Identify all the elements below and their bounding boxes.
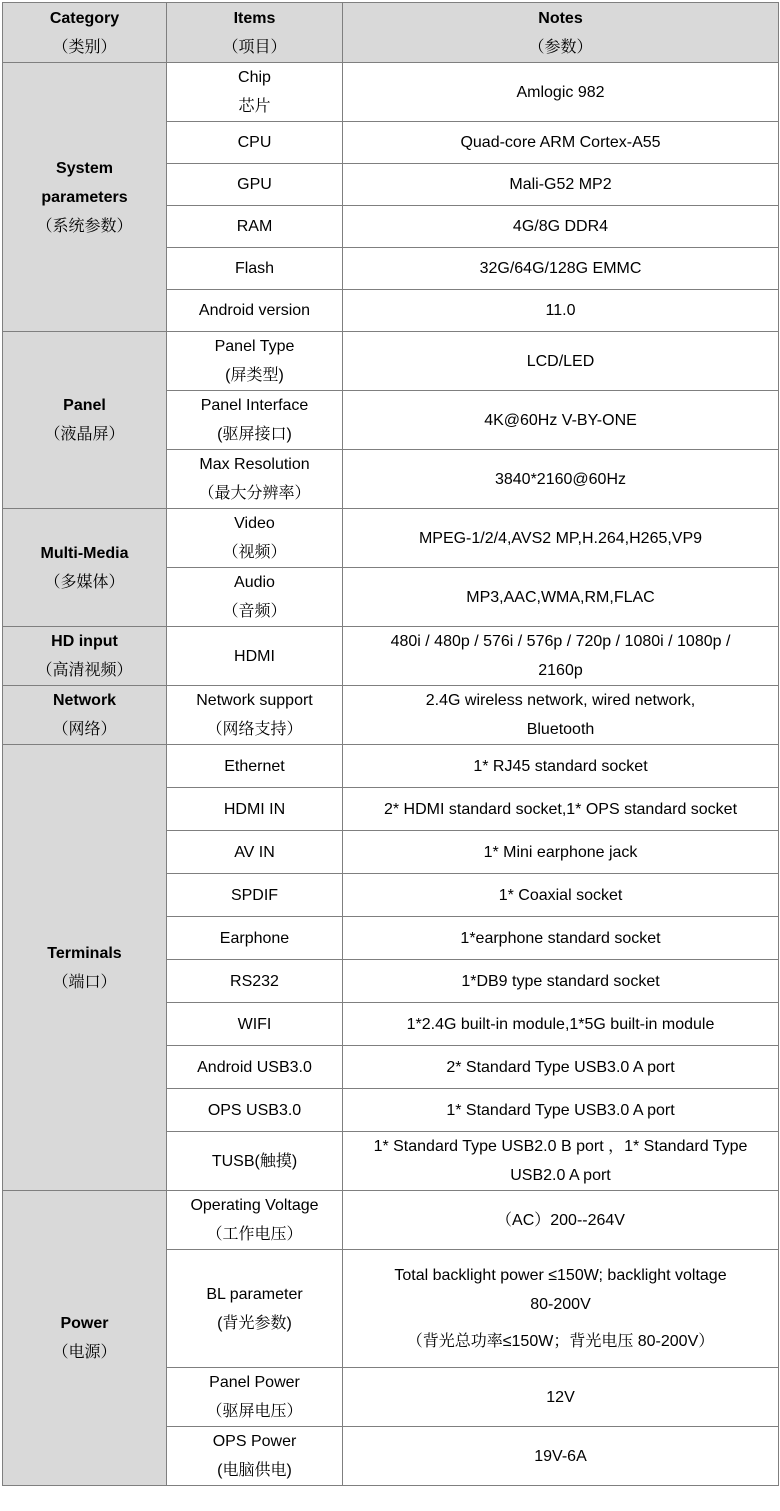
note-cell bbox=[343, 63, 779, 122]
item-cell bbox=[167, 1250, 343, 1368]
item-cell bbox=[167, 1003, 343, 1046]
note-text: 80-200V bbox=[530, 1296, 591, 1313]
item-label: （工作电压） bbox=[206, 1226, 303, 1243]
note-spacer bbox=[347, 1319, 774, 1327]
item-label: Ethernet bbox=[224, 757, 285, 775]
note-text: 4K@60Hz V-BY-ONE bbox=[484, 411, 637, 429]
note-text: 1*DB9 type standard socket bbox=[461, 972, 660, 990]
item-label: Earphone bbox=[219, 929, 290, 947]
note-cell bbox=[343, 1368, 779, 1427]
header-items-en: Items bbox=[233, 9, 276, 27]
item-cell bbox=[167, 391, 343, 450]
note-text: 1*2.4G built-in module,1*5G built-in module bbox=[406, 1015, 715, 1033]
item-cell bbox=[167, 1191, 343, 1250]
category-name-zh: （端口） bbox=[52, 973, 117, 991]
category-cell bbox=[3, 332, 167, 509]
category-name: parameters bbox=[41, 188, 128, 206]
item-label: RAM bbox=[236, 218, 273, 235]
item-cell bbox=[167, 1427, 343, 1486]
note-cell bbox=[343, 1132, 779, 1191]
note-text: MPEG-1/2/4,AVS2 MP,H.264,H265,VP9 bbox=[418, 529, 703, 547]
item-cell bbox=[167, 1089, 343, 1132]
note-cell bbox=[343, 290, 779, 332]
item-label: RS232 bbox=[230, 972, 279, 990]
note-cell bbox=[343, 627, 779, 686]
note-text: Quad-core ARM Cortex-A55 bbox=[460, 134, 661, 151]
item-cell bbox=[167, 509, 343, 568]
category-name-zh: （网络） bbox=[52, 721, 117, 738]
item-label: OPS Power bbox=[212, 1433, 297, 1450]
header-items bbox=[167, 3, 343, 63]
note-cell bbox=[343, 1046, 779, 1089]
note-text: （背光总功率≤150W；背光电压 80-200V） bbox=[406, 1333, 715, 1350]
category-name: Terminals bbox=[47, 944, 122, 962]
note-text: 2* HDMI standard socket,1* OPS standard socket bbox=[383, 800, 738, 818]
note-text: 4G/8G DDR4 bbox=[512, 218, 609, 235]
category-cell bbox=[3, 745, 167, 1191]
note-cell bbox=[343, 450, 779, 509]
category-name: Multi-Media bbox=[40, 544, 129, 562]
note-text: 3840*2160@60Hz bbox=[494, 470, 626, 488]
table-row bbox=[3, 332, 779, 391]
item-label: Chip bbox=[238, 69, 271, 86]
header-notes-zh: （参数） bbox=[528, 38, 593, 56]
item-label: HDMI bbox=[234, 647, 275, 665]
item-label: 芯片 bbox=[238, 98, 271, 115]
table-row bbox=[3, 686, 779, 745]
note-text: Amlogic 982 bbox=[516, 83, 605, 101]
item-label: SPDIF bbox=[230, 886, 279, 904]
category-cell bbox=[3, 509, 167, 627]
note-text: 32G/64G/128G EMMC bbox=[479, 260, 642, 277]
item-label: (背光参数) bbox=[217, 1314, 292, 1332]
item-label: BL parameter bbox=[206, 1285, 303, 1303]
note-text: 2160p bbox=[538, 662, 583, 679]
note-text: （AC）200--264V bbox=[496, 1211, 625, 1229]
item-cell bbox=[167, 63, 343, 122]
note-text: 480i / 480p / 576i / 576p / 720p / 1080i / 1080p / bbox=[390, 633, 731, 650]
item-cell bbox=[167, 960, 343, 1003]
item-label: TUSB(触摸) bbox=[211, 1152, 298, 1170]
item-cell bbox=[167, 1132, 343, 1191]
table-row bbox=[3, 627, 779, 686]
note-text: Total backlight power ≤150W; backlight voltage bbox=[394, 1267, 727, 1284]
note-text: MP3,AAC,WMA,RM,FLAC bbox=[466, 588, 655, 606]
note-text: USB2.0 A port bbox=[510, 1167, 611, 1184]
note-cell bbox=[343, 1191, 779, 1250]
item-label: (电脑供电) bbox=[217, 1462, 292, 1479]
item-label: Max Resolution bbox=[199, 456, 310, 473]
item-label: CPU bbox=[237, 134, 272, 151]
category-cell bbox=[3, 686, 167, 745]
note-text: 19V-6A bbox=[534, 1447, 587, 1465]
note-cell bbox=[343, 391, 779, 450]
item-label: (驱屏接口) bbox=[217, 426, 292, 443]
note-cell bbox=[343, 686, 779, 745]
note-text: 1* Mini earphone jack bbox=[483, 843, 638, 861]
category-name: Power bbox=[60, 1315, 109, 1332]
category-name: System bbox=[56, 159, 113, 177]
item-cell bbox=[167, 248, 343, 290]
note-text: 1* Coaxial socket bbox=[498, 886, 623, 904]
note-cell bbox=[343, 960, 779, 1003]
table-row bbox=[3, 745, 779, 788]
note-cell bbox=[343, 509, 779, 568]
note-cell bbox=[343, 248, 779, 290]
item-label: Panel Type bbox=[214, 338, 295, 355]
note-text: Bluetooth bbox=[526, 721, 595, 738]
note-text: 2.4G wireless network, wired network, bbox=[425, 692, 696, 709]
item-label: （视频） bbox=[222, 544, 287, 561]
note-cell bbox=[343, 1003, 779, 1046]
item-label: OPS USB3.0 bbox=[207, 1101, 302, 1119]
note-cell bbox=[343, 831, 779, 874]
table-row bbox=[3, 63, 779, 122]
category-name: HD input bbox=[51, 633, 118, 650]
category-name-zh: （系统参数） bbox=[36, 217, 133, 235]
header-row bbox=[3, 3, 779, 63]
category-name-zh: （高清视频） bbox=[36, 662, 133, 679]
note-cell bbox=[343, 917, 779, 960]
item-label: Network support bbox=[196, 692, 313, 709]
note-cell bbox=[343, 1250, 779, 1368]
header-category-zh: （类别） bbox=[52, 38, 117, 56]
item-label: GPU bbox=[237, 176, 272, 193]
item-cell bbox=[167, 1368, 343, 1427]
item-label: （最大分辨率） bbox=[198, 485, 311, 502]
category-cell bbox=[3, 1191, 167, 1486]
header-items-zh: （项目） bbox=[222, 38, 287, 56]
item-cell bbox=[167, 874, 343, 917]
note-cell bbox=[343, 332, 779, 391]
category-name: Panel bbox=[63, 397, 106, 414]
table-body bbox=[3, 63, 779, 1486]
item-label: （驱屏电压） bbox=[206, 1403, 303, 1420]
item-label: Audio bbox=[234, 574, 275, 591]
item-cell bbox=[167, 788, 343, 831]
note-cell bbox=[343, 1089, 779, 1132]
item-label: Panel Interface bbox=[200, 397, 309, 414]
item-cell bbox=[167, 831, 343, 874]
note-cell bbox=[343, 745, 779, 788]
table-header bbox=[3, 3, 779, 63]
note-text: LCD/LED bbox=[526, 352, 595, 370]
note-text: 1*earphone standard socket bbox=[460, 929, 661, 947]
note-text: 1* Standard Type USB3.0 A port bbox=[446, 1101, 675, 1119]
item-cell bbox=[167, 450, 343, 509]
item-cell bbox=[167, 1046, 343, 1089]
item-cell bbox=[167, 686, 343, 745]
category-name-zh: （液晶屏） bbox=[44, 426, 125, 443]
note-cell bbox=[343, 568, 779, 627]
item-label: （音频） bbox=[222, 603, 287, 620]
note-text: 2* Standard Type USB3.0 A port bbox=[446, 1058, 675, 1076]
item-cell bbox=[167, 290, 343, 332]
item-cell bbox=[167, 332, 343, 391]
header-notes bbox=[343, 3, 779, 63]
category-cell bbox=[3, 63, 167, 332]
note-cell bbox=[343, 164, 779, 206]
note-text: 12V bbox=[546, 1388, 575, 1406]
item-cell bbox=[167, 206, 343, 248]
item-label: Operating Voltage bbox=[190, 1197, 319, 1214]
note-text: 11.0 bbox=[545, 302, 576, 319]
note-text: Mali-G52 MP2 bbox=[509, 176, 612, 193]
item-cell bbox=[167, 745, 343, 788]
item-label: Flash bbox=[234, 260, 275, 277]
item-label: （网络支持） bbox=[206, 721, 303, 738]
table-row bbox=[3, 1191, 779, 1250]
note-cell bbox=[343, 122, 779, 164]
header-category bbox=[3, 3, 167, 63]
category-name-zh: （电源） bbox=[52, 1344, 117, 1361]
note-cell bbox=[343, 206, 779, 248]
spec-table bbox=[2, 2, 779, 1486]
item-label: Android version bbox=[198, 302, 311, 319]
header-notes-en: Notes bbox=[538, 9, 583, 27]
item-label: WIFI bbox=[237, 1015, 272, 1033]
item-label: Video bbox=[234, 515, 275, 532]
category-cell bbox=[3, 627, 167, 686]
item-cell bbox=[167, 917, 343, 960]
note-text: 1* RJ45 standard socket bbox=[473, 757, 648, 775]
item-cell bbox=[167, 164, 343, 206]
note-cell bbox=[343, 788, 779, 831]
category-name-zh: （多媒体） bbox=[44, 573, 125, 591]
header-category-en: Category bbox=[49, 9, 120, 27]
category-name: Network bbox=[52, 692, 117, 709]
note-text: 1* Standard Type USB2.0 B port ，1* Standard Type bbox=[373, 1138, 748, 1155]
item-cell bbox=[167, 627, 343, 686]
note-cell bbox=[343, 1427, 779, 1486]
item-label: Panel Power bbox=[209, 1374, 300, 1391]
note-cell bbox=[343, 874, 779, 917]
item-label: (屏类型) bbox=[225, 367, 284, 384]
item-cell bbox=[167, 568, 343, 627]
item-label: AV IN bbox=[234, 843, 275, 861]
table-row bbox=[3, 509, 779, 568]
item-cell bbox=[167, 122, 343, 164]
item-label: Android USB3.0 bbox=[197, 1058, 312, 1076]
item-label: HDMI IN bbox=[223, 800, 286, 818]
